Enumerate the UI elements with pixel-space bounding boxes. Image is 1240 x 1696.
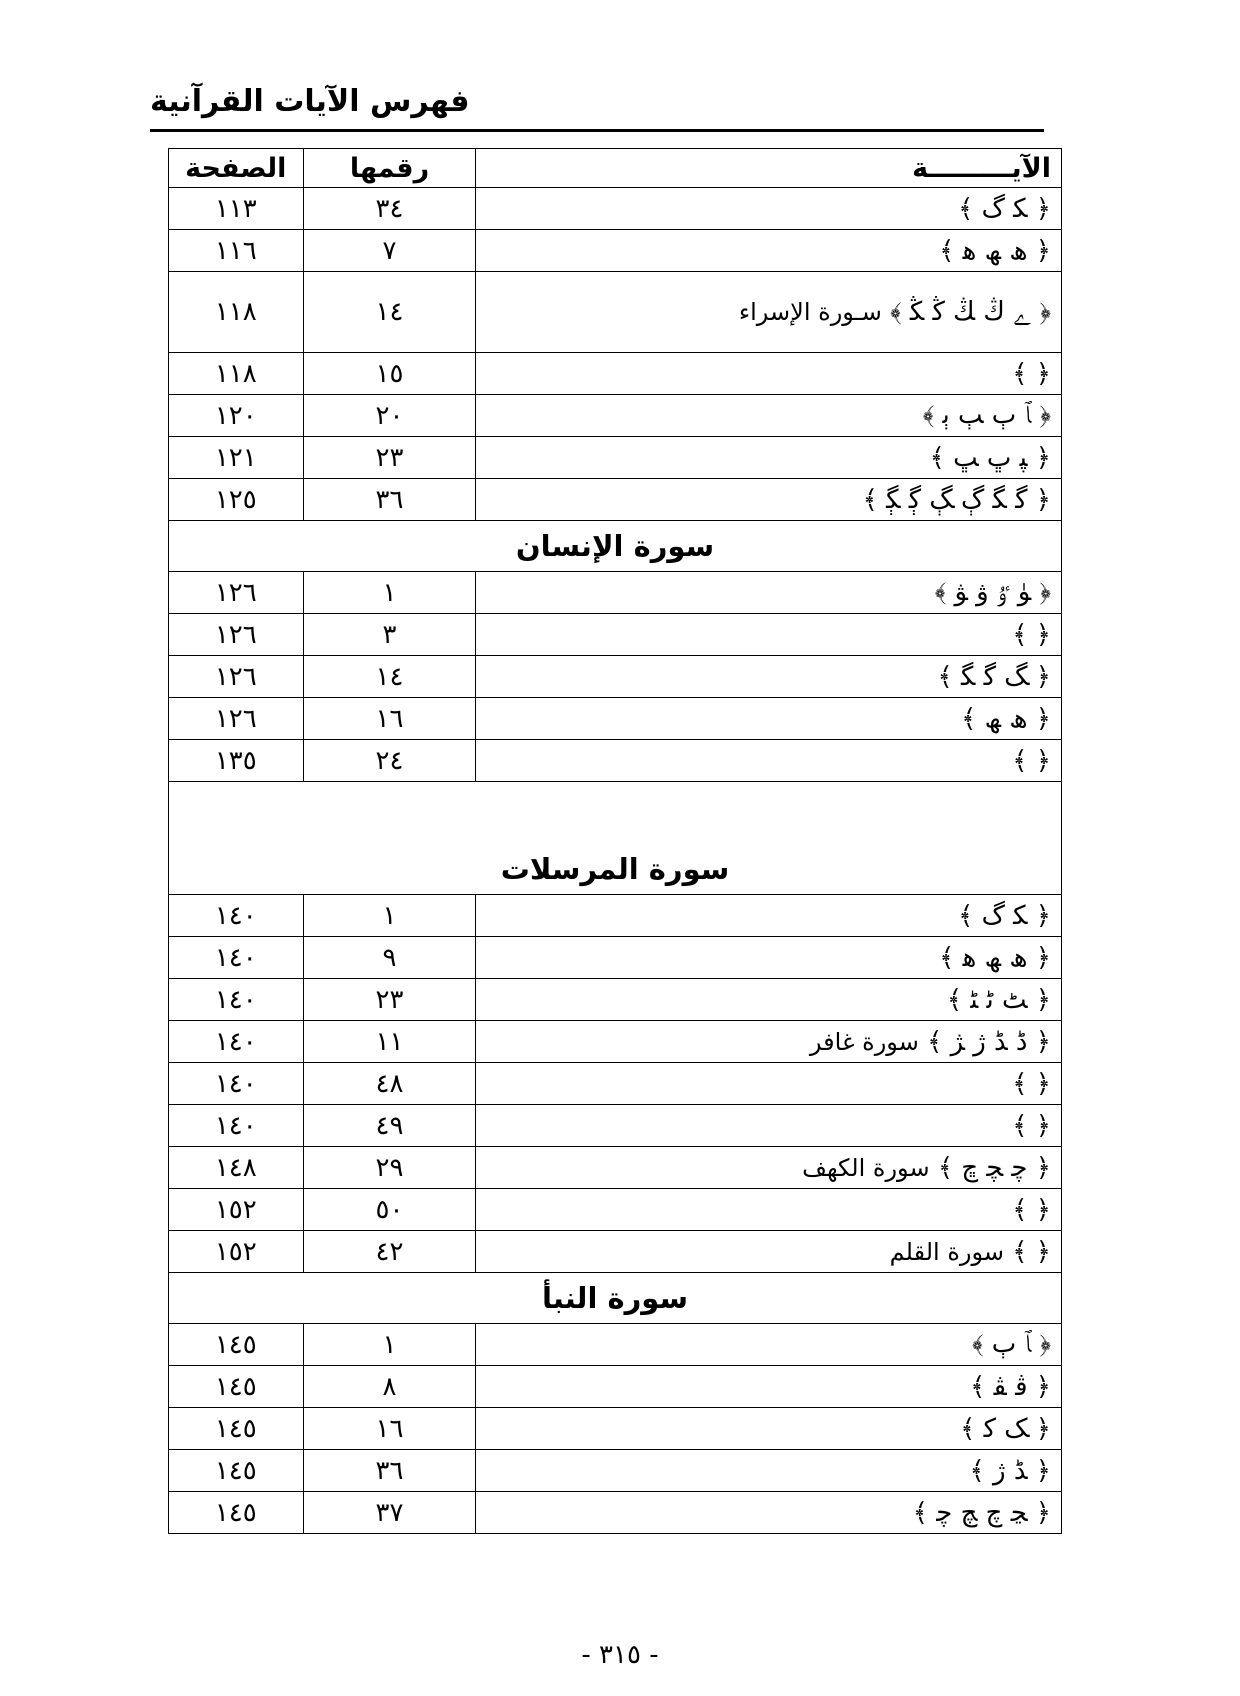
page-number-cell: ١٤٥ — [169, 1366, 304, 1408]
ayah-cell — [476, 1147, 1062, 1189]
table-row — [169, 395, 1062, 437]
page-number-cell: ١٤٥ — [169, 1324, 304, 1366]
page-number-cell: ١٣٥ — [169, 740, 304, 782]
ayah-number-cell: ٢٩ — [303, 1147, 476, 1189]
ayah-text: ﴿ ﭹ ﭺ ﭻ ﭼ ﴾ — [912, 1497, 1051, 1528]
ayah-text: ﴿ ﮪ ﮫ ﮬ ﴾ — [939, 942, 1051, 973]
ayah-cell — [476, 1105, 1062, 1147]
page-number-cell: ١١٦ — [169, 230, 304, 272]
page-number-cell: ١٤٥ — [169, 1408, 304, 1450]
page-number-cell: ١٢٦ — [169, 572, 304, 614]
ayah-text: ﴿ ﭼ ﭽ ﭾ ﴾ — [937, 1152, 1051, 1183]
table-row — [169, 1492, 1062, 1534]
ayah-number-cell: ١٤ — [303, 656, 476, 698]
table-row — [169, 479, 1062, 521]
page-number-cell: ١٢١ — [169, 437, 304, 479]
ayah-text: ﴿ ﭧ ﭨ ﭩ ﴾ — [946, 984, 1051, 1015]
table-header-row — [169, 149, 1062, 188]
ayah-cell — [476, 1450, 1062, 1492]
column-header-ayah: الآيـــــــــة — [476, 149, 1062, 188]
column-header-page: الصفحة — [169, 149, 304, 188]
page-number-cell: ١٥٢ — [169, 1231, 304, 1273]
ayah-source-surah: سورة القلم — [889, 1237, 1004, 1266]
table-row — [169, 1189, 1062, 1231]
page-header-title: فهرس الآيات القرآنية — [150, 84, 470, 119]
page-number-cell: ١٤٠ — [169, 1063, 304, 1105]
table-row — [169, 740, 1062, 782]
ayah-text: ﴿ ﮪ ﮫ ﮬ ﴾ — [939, 235, 1051, 266]
ayah-number-cell: ١٦ — [303, 698, 476, 740]
page-number-cell: ١٢٠ — [169, 395, 304, 437]
page-number-cell: ١٤٥ — [169, 1450, 304, 1492]
page-number-cell: ١٢٦ — [169, 698, 304, 740]
page-number-cell: ١٤٨ — [169, 1147, 304, 1189]
ayah-number-cell: ٢٠ — [303, 395, 476, 437]
ayah-text: ﴿ ﴾ — [1012, 1194, 1051, 1225]
ayah-text: ﴿ ﴾ — [1012, 619, 1051, 650]
page-number-cell: ١٢٥ — [169, 479, 304, 521]
table-row — [169, 937, 1062, 979]
table-row — [169, 1021, 1062, 1063]
ayah-number-cell: ١ — [303, 1324, 476, 1366]
table-row — [169, 698, 1062, 740]
surah-heading: سورة الإنسان — [169, 521, 1062, 572]
ayah-source-surah: سورة غافر — [809, 1027, 919, 1056]
ayah-cell — [476, 353, 1062, 395]
column-header-number: رقمها — [303, 149, 476, 188]
ayah-number-cell: ١ — [303, 895, 476, 937]
ayah-cell — [476, 979, 1062, 1021]
table-row — [169, 656, 1062, 698]
table-row — [169, 188, 1062, 230]
page-number-cell: ١٤٠ — [169, 937, 304, 979]
ayah-text: ﴿ ﭑ ﭒ ﭓ ﭔ ﴾ — [922, 400, 1051, 430]
ayah-number-cell: ٣٦ — [303, 1450, 476, 1492]
ayah-number-cell: ٩ — [303, 937, 476, 979]
table-row — [169, 230, 1062, 272]
ayah-number-cell: ٣ — [303, 614, 476, 656]
ayah-text: ﴿ ﴾ — [1012, 1236, 1051, 1267]
ayah-cell — [476, 1366, 1062, 1408]
ayah-text: ﴿ ﮔ ﮕ ﮖ ﮗ ﮘ ﮙ ﴾ — [862, 484, 1051, 515]
ayah-cell — [476, 614, 1062, 656]
ayah-cell — [476, 230, 1062, 272]
ayah-text: ﴿ ﮮ ﯓ ﯔ ﯕ ﯖ ﴾ — [890, 296, 1051, 327]
surah-heading-row — [169, 521, 1062, 572]
ayah-text: ﴿ ﭙ ﭚ ﭛ ﴾ — [929, 442, 1051, 473]
ayah-text: ﴿ ﴾ — [1012, 358, 1051, 389]
ayah-number-cell: ٥٠ — [303, 1189, 476, 1231]
ayah-number-cell: ٢٣ — [303, 979, 476, 1021]
ayah-cell — [476, 698, 1062, 740]
ayah-cell — [476, 1063, 1062, 1105]
ayah-cell — [476, 395, 1062, 437]
ayah-number-cell: ٣٤ — [303, 188, 476, 230]
table-row — [169, 1231, 1062, 1273]
ayah-cell — [476, 572, 1062, 614]
table-row — [169, 895, 1062, 937]
ayah-cell — [476, 740, 1062, 782]
ayah-cell — [476, 1231, 1062, 1273]
ayah-text: ﴿ ﭬ ﭭ ﴾ — [970, 1371, 1051, 1402]
table-row — [169, 1324, 1062, 1366]
table-row — [169, 1147, 1062, 1189]
ayah-number-cell: ٢٣ — [303, 437, 476, 479]
page-number-cell: ١٢٦ — [169, 656, 304, 698]
ayah-index-table — [168, 148, 1062, 1534]
ayah-source-surah: سـورة الإسراء — [738, 297, 882, 326]
ayah-cell — [476, 1408, 1062, 1450]
surah-heading: سورة النبأ — [169, 1273, 1062, 1324]
ayah-number-cell: ٣٧ — [303, 1492, 476, 1534]
ayah-number-cell: ١ — [303, 572, 476, 614]
ayah-text: ﴿ ﮑ ﮒ ﴾ — [958, 193, 1051, 224]
ayah-text: ﴿ ﴾ — [1012, 1068, 1051, 1099]
ayah-text: ﴿ ﮪ ﮫ ﴾ — [961, 703, 1051, 734]
table-body — [169, 188, 1062, 1534]
ayah-cell — [476, 188, 1062, 230]
ayah-text: ﴿ ﴾ — [1012, 745, 1051, 776]
ayah-number-cell: ٣٦ — [303, 479, 476, 521]
ayah-number-cell: ٢٤ — [303, 740, 476, 782]
table-row — [169, 614, 1062, 656]
table-row — [169, 1063, 1062, 1105]
ayah-number-cell: ٤٢ — [303, 1231, 476, 1273]
ayah-cell — [476, 895, 1062, 937]
ayah-cell — [476, 437, 1062, 479]
page-number-cell: ١٤٠ — [169, 1105, 304, 1147]
ayah-number-cell: ١١ — [303, 1021, 476, 1063]
ayah-text: ﴿ ﮑ ﮒ ﴾ — [958, 900, 1051, 931]
page-number-cell: ١٥٢ — [169, 1189, 304, 1231]
page-number: - ٣١٥ - — [581, 1640, 659, 1670]
ayah-text: ﴿ ﮉ ﮊ ﴾ — [969, 1455, 1051, 1486]
page-number-cell: ١١٨ — [169, 272, 304, 353]
ayah-text: ﴿ ﴾ — [1012, 1110, 1051, 1141]
ayah-number-cell: ١٦ — [303, 1408, 476, 1450]
ayah-cell — [476, 272, 1062, 353]
ayah-text: ﴿ ﭑ ﭒ ﴾ — [972, 1329, 1051, 1359]
table-row — [169, 353, 1062, 395]
surah-heading-row — [169, 1273, 1062, 1324]
ayah-number-cell: ١٤ — [303, 272, 476, 353]
ayah-cell — [476, 1021, 1062, 1063]
ayah-cell — [476, 937, 1062, 979]
ayah-number-cell: ١٥ — [303, 353, 476, 395]
page-number-cell: ١٢٦ — [169, 614, 304, 656]
surah-heading: سورة المرسلات — [169, 782, 1062, 895]
table-row — [169, 1105, 1062, 1147]
ayah-cell — [476, 1189, 1062, 1231]
page-number-cell: ١٤٠ — [169, 1021, 304, 1063]
ayah-cell — [476, 1324, 1062, 1366]
table-row — [169, 1450, 1062, 1492]
page-number-cell: ١٤٠ — [169, 895, 304, 937]
table-row — [169, 979, 1062, 1021]
page-number-cell: ١١٣ — [169, 188, 304, 230]
page-number-cell: ١٤٠ — [169, 979, 304, 1021]
table-row — [169, 437, 1062, 479]
table-row — [169, 1408, 1062, 1450]
table-row — [169, 572, 1062, 614]
table-row — [169, 272, 1062, 353]
ayah-cell — [476, 656, 1062, 698]
ayah-number-cell: ٨ — [303, 1366, 476, 1408]
ayah-number-cell: ٤٨ — [303, 1063, 476, 1105]
page-number-cell: ١٤٥ — [169, 1492, 304, 1534]
surah-heading-row — [169, 782, 1062, 895]
table-row — [169, 1366, 1062, 1408]
ayah-number-cell: ٧ — [303, 230, 476, 272]
ayah-text: ﴿ ﮈ ﮉ ﮊ ﮋ ﴾ — [927, 1026, 1051, 1057]
ayah-cell — [476, 479, 1062, 521]
ayah-text: ﴿ ﮏ ﮐ ﴾ — [960, 1413, 1051, 1444]
ayah-cell — [476, 1492, 1062, 1534]
ayah-source-surah: سورة الكهف — [802, 1153, 930, 1182]
page-number-cell: ١١٨ — [169, 353, 304, 395]
ayah-text: ﴿ ﯜ ﯝ ﯞ ﯟ ﴾ — [934, 577, 1051, 607]
header-rule — [150, 129, 1044, 132]
ayah-number-cell: ٤٩ — [303, 1105, 476, 1147]
ayah-text: ﴿ ﮓ ﮔ ﮕ ﴾ — [937, 661, 1051, 692]
